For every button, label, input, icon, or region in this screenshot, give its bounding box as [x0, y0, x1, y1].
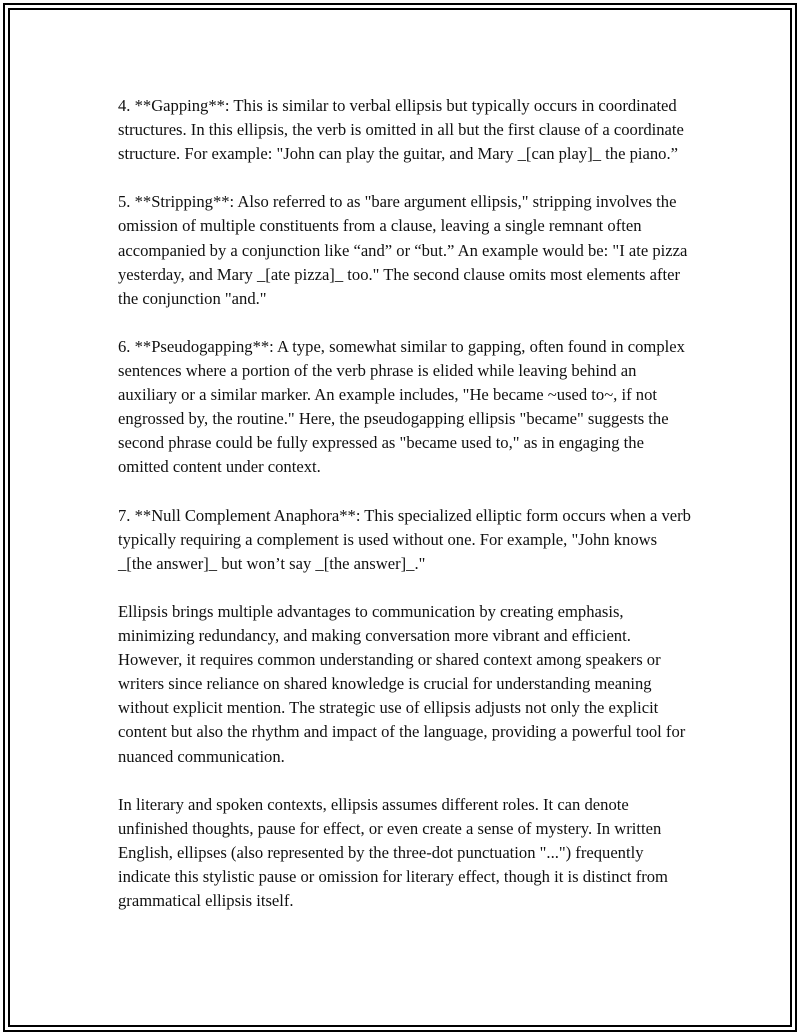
paragraph-stripping: 5. **Stripping**: Also referred to as "bare argument ellipsis," stripping involves the omission of multiple constituents from a clause, leaving a single remnant often accompanied by a conjunction like “and” or “but.” An example would be: "I ate pizza yesterday, and Mary _[ate pizza]_ too." The second clause omits most elements after the conjunction "and."	[118, 192, 688, 308]
paragraph-advantages: Ellipsis brings multiple advantages to communication by creating emphasis, minimizing redundancy, and making conversation more vibrant and efficient. However, it requires common understanding or shared context among speakers or writers since reliance on shared knowledge is crucial for understanding meaning without explicit mention. The strategic use of ellipsis adjusts not only the explicit content but also the rhythm and impact of the language, providing a powerful tool for nuanced communication.	[118, 601, 686, 766]
paragraph-gapping: 4. **Gapping**: This is similar to verbal ellipsis but typically occurs in coordinated structures. In this ellipsis, the verb is omitted in all but the first clause of a coordinate structure. For example: "John can play the guitar, and Mary _[can play]_ the piano.”	[118, 96, 684, 164]
document-body	[118, 94, 693, 913]
paragraph-pseudogapping: 6. **Pseudogapping**: A type, somewhat similar to gapping, often found in complex sentences where a portion of the verb phrase is elided while leaving behind an auxiliary or a similar marker. An example includes, "He became ~used to~, if not engrossed by, the routine." Here, the pseudogapping ellipsis "became" suggests the second phrase could be fully expressed as "became used to," as in engaging the omitted content under context.	[118, 336, 685, 477]
paragraph-null-complement-anaphora: 7. **Null Complement Anaphora**: This specialized elliptic form occurs when a verb typically requiring a complement is used without one. For example, "John knows _[the answer]_ but won’t say _[the answer]_."	[118, 505, 691, 573]
paragraph-literary-contexts: In literary and spoken contexts, ellipsis assumes different roles. It can denote unfinished thoughts, pause for effect, or even create a sense of mystery. In written English, ellipses (also represented by the three-dot punctuation "...") frequently indicate this stylistic pause or omission for literary effect, though it is distinct from grammatical ellipsis itself.	[118, 794, 668, 911]
